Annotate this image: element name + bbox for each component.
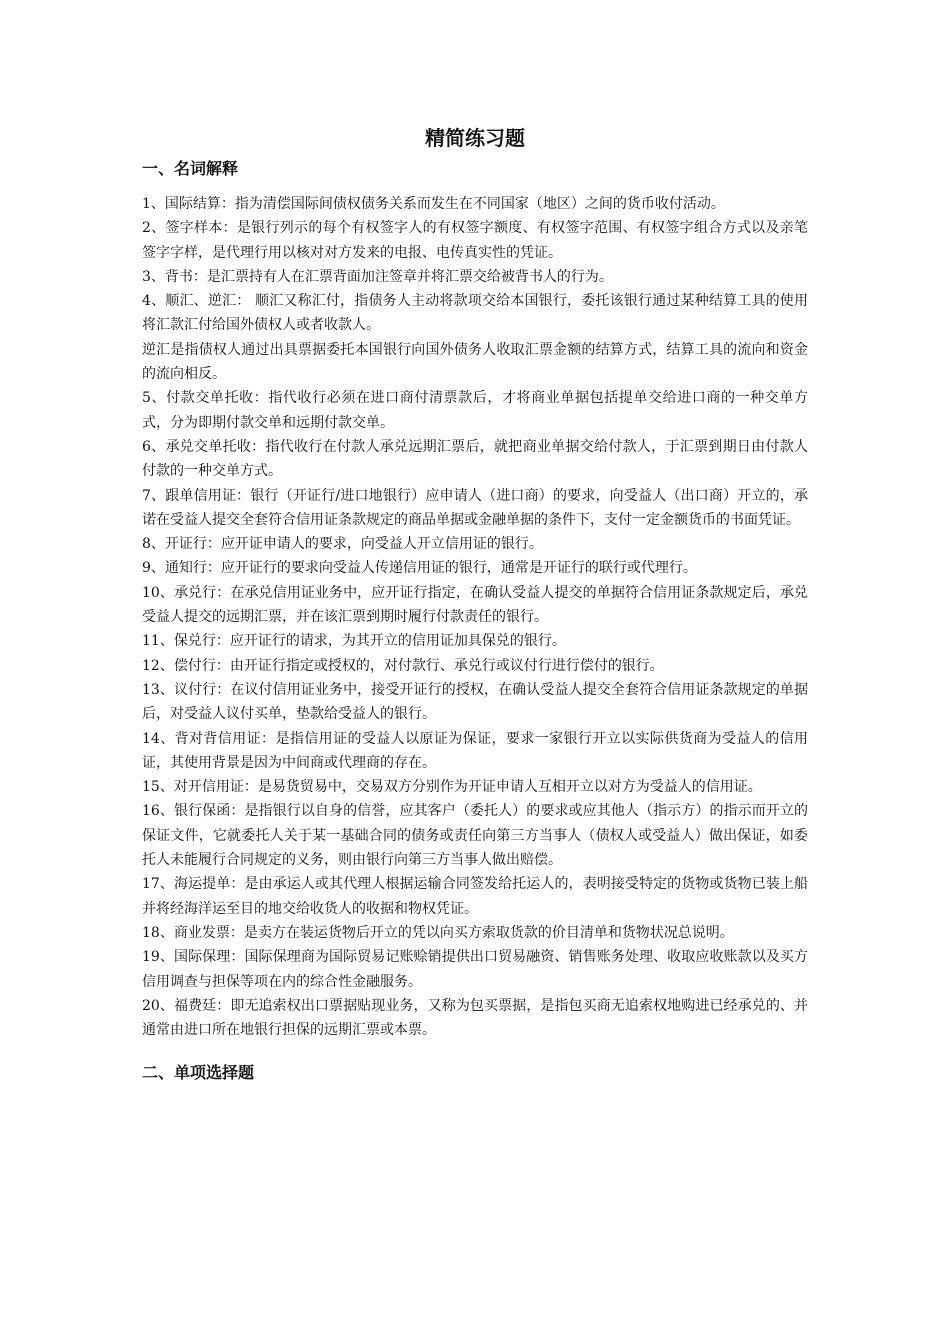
- term-entry: 5、付款交单托收：指代收行必须在进口商付清票款后，才将商业单据包括提单交给进口商的一种交单方式，分为即期付款交单和远期付款交单。: [142, 390, 808, 431]
- term-definition-list: [142, 192, 808, 1042]
- section-heading-terms: 一、名词解释: [142, 159, 239, 178]
- term-entry: 4、顺汇、逆汇： 顺汇又称汇付，指债务人主动将款项交给本国银行，委托该银行通过某种结算工具的使用将汇款汇付给国外债权人或者收款人。: [142, 293, 808, 334]
- term-entry: 14、背对背信用证：是指信用证的受益人以原证为保证，要求一家银行开立以实际供货商为受益人的信用证，其使用背景是因为中间商或代理商的存在。: [142, 730, 808, 771]
- term-entry: 16、银行保函：是指银行以自身的信誉，应其客户（委托人）的要求或应其他人（指示方）的指示而开立的保证文件，它就委托人关于某一基础合同的债务或责任向第三方当事人（债权人或受益人）做出保证，如委托人未能履行合同规定的义务，则由银行向第三方当事人做出赔偿。: [142, 803, 808, 869]
- document-page: [142, 120, 808, 1096]
- term-entry: 2、签字样本：是银行列示的每个有权签字人的有权签字额度、有权签字范围、有权签字组合方式以及亲笔签字字样，是代理行用以核对对方发来的电报、电传真实性的凭证。: [142, 220, 808, 261]
- term-entry: 1、国际结算：指为清偿国际间债权债务关系而发生在不同国家（地区）之间的货币收付活动。: [142, 196, 725, 212]
- term-entry: 6、承兑交单托收：指代收行在付款人承兑远期汇票后，就把商业单据交给付款人，于汇票到期日由付款人付款的一种交单方式。: [142, 438, 808, 480]
- document-title: 精简练习题: [425, 126, 525, 150]
- term-entry: 20、福费廷：即无追索权出口票据贴现业务，又称为包买票据，是指包买商无追索权地购进已经承兑的、并通常由进口所在地银行担保的远期汇票或本票。: [142, 997, 808, 1039]
- term-entry: 7、跟单信用证：银行（开证行/进口地银行）应申请人（进口商）的要求，向受益人（出口商）开立的，承诺在受益人提交全套符合信用证条款规定的商品单据或金融单据的条件下，支付一定金额货币的书面凭证。: [142, 487, 808, 528]
- section-heading-single-choice: 二、单项选择题: [142, 1063, 255, 1083]
- term-entry: 13、议付行：在议付信用证业务中，接受开证行的授权，在确认受益人提交全套符合信用证条款规定的单据后，对受益人议付买单，垫款给受益人的银行。: [142, 681, 808, 723]
- term-entry: 12、偿付行：由开证行指定或授权的，对付款行、承兑行或议付行进行偿付的银行。: [142, 657, 664, 674]
- term-entry: 3、背书：是汇票持有人在汇票背面加注签章并将汇票交给被背书人的行为。: [142, 268, 613, 285]
- term-entry: 18、商业发票：是卖方在装运货物后开立的凭以向买方索取货款的价目清单和货物状况总说明。: [142, 924, 734, 941]
- term-entry: 10、承兑行：在承兑信用证业务中，应开证行指定，在确认受益人提交的单据符合信用证条款规定后，承兑受益人提交的远期汇票，并在该汇票到期时履行付款责任的银行。: [142, 584, 808, 626]
- term-entry: 11、保兑行：应开证行的请求，为其开立的信用证加具保兑的银行。: [142, 633, 566, 650]
- term-entry: 19、国际保理：国际保理商为国际贸易记账赊销提供出口贸易融资、销售账务处理、收取应收账款以及买方信用调查与担保等项在内的综合性金融服务。: [142, 949, 808, 990]
- term-entry: 9、通知行：应开证行的要求向受益人传递信用证的银行，通常是开证行的联行或代理行。: [142, 560, 697, 577]
- term-entry: 逆汇是指债权人通过出具票据委托本国银行向国外债务人收取汇票金额的结算方式，结算工具的流向和资金的流向相反。: [142, 341, 808, 383]
- term-entry: 15、对开信用证：是易货贸易中，交易双方分别作为开证申请人互相开立以对方为受益人的信用证。: [142, 779, 762, 796]
- term-entry: 8、开证行：应开证申请人的要求，向受益人开立信用证的银行。: [142, 536, 543, 553]
- term-entry: 17、海运提单：是由承运人或其代理人根据运输合同签发给托运人的，表明接受特定的货物或货物已装上船并将经海洋运至目的地交给收货人的收据和物权凭证。: [142, 876, 808, 917]
